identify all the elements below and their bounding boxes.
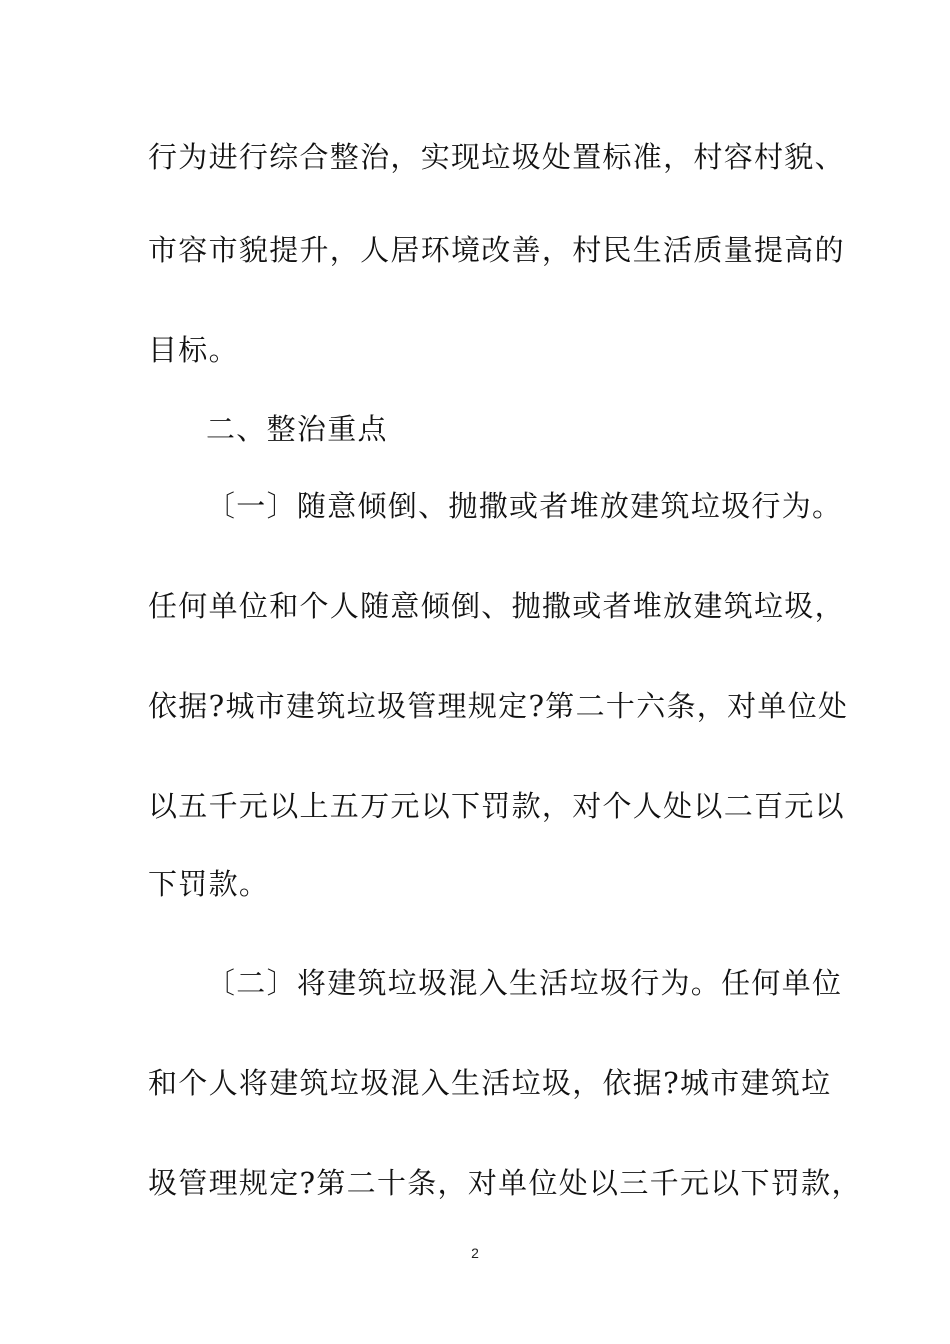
section-heading: 二、整治重点 bbox=[206, 412, 388, 446]
body-text-line: 圾管理规定?第二十条，对单位处以三千元以下罚款， bbox=[148, 1166, 862, 1200]
body-text-line: 下罚款。 bbox=[148, 867, 270, 901]
subsection-heading: 〔一〕随意倾倒、抛撒或者堆放建筑垃圾行为。 bbox=[206, 489, 843, 523]
body-text-line: 行为进行综合整治，实现垃圾处置标准，村容村貌、 bbox=[148, 140, 845, 174]
body-text-line: 以五千元以上五万元以下罚款，对个人处以二百元以 bbox=[148, 789, 845, 823]
body-text-line: 市容市貌提升，人居环境改善，村民生活质量提高的 bbox=[148, 233, 845, 267]
body-text-line: 和个人将建筑垃圾混入生活垃圾，依据?城市建筑垃 bbox=[148, 1066, 832, 1100]
body-text-line: 目标。 bbox=[148, 333, 239, 367]
subsection-heading: 〔二〕将建筑垃圾混入生活垃圾行为。任何单位 bbox=[206, 966, 843, 1000]
body-text-line: 依据?城市建筑垃圾管理规定?第二十六条，对单位处 bbox=[148, 689, 849, 723]
body-text-line: 任何单位和个人随意倾倒、抛撒或者堆放建筑垃圾， bbox=[148, 589, 845, 623]
page-number: 2 bbox=[471, 1245, 479, 1261]
